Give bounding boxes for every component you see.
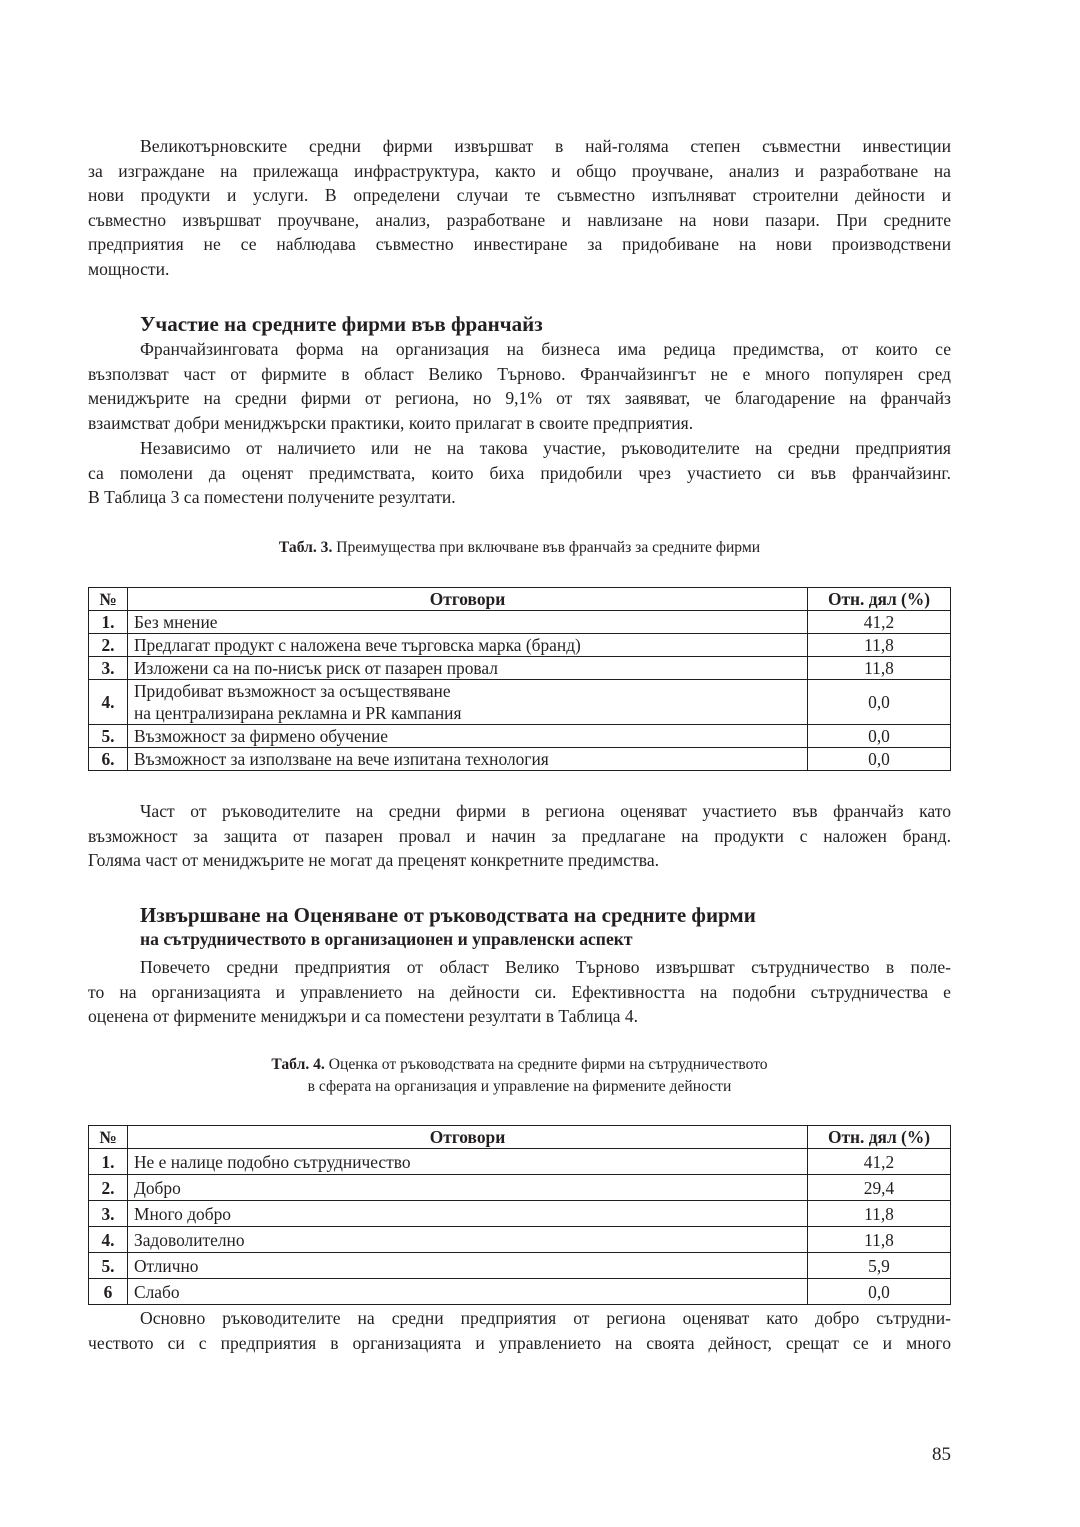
text-line: за изграждане на прилежаща инфраструктура, както и общо проучване, анализ и разработване на [88, 160, 951, 181]
closing-paragraph [88, 1306, 951, 1355]
table-row [89, 1279, 951, 1305]
row-answer: Без мнение [128, 611, 808, 634]
section-heading: Участие на средните фирми във франчайз [140, 312, 543, 336]
table4 [88, 1125, 951, 1305]
text-line: предприятия не се наблюдава съвместно инвестиране за придобиване на нови производствени [88, 234, 951, 255]
row-number: 1. [89, 611, 128, 634]
table-header-row [89, 1126, 951, 1149]
table-row [89, 657, 951, 680]
row-number: 6. [89, 748, 128, 771]
row-number: 4. [89, 1227, 128, 1253]
after-table3-paragraph [88, 799, 951, 873]
row-answer: Отлично [128, 1253, 808, 1279]
caption-label: Табл. 4. [271, 1056, 325, 1073]
text-line: мениджърите на средни фирми от региона, но 9,1% от тях заявяват, че благодарение на франчайз [88, 388, 951, 409]
text-line: В Таблица 3 са поместени получените резултати. [88, 487, 456, 508]
section-evaluation [88, 902, 951, 950]
row-share: 11,8 [808, 634, 951, 657]
table4-caption [88, 1054, 951, 1098]
table-row [89, 1175, 951, 1201]
row-share: 29,4 [808, 1175, 951, 1201]
table-row [89, 1253, 951, 1279]
row-share: 11,8 [808, 1201, 951, 1227]
row-answer-line: на централизирана рекламна и PR кампания [134, 703, 462, 723]
row-answer [128, 680, 808, 725]
row-answer: Не е налице подобно сътрудничество [128, 1149, 808, 1175]
row-number: 6 [89, 1279, 128, 1305]
row-share: 41,2 [808, 611, 951, 634]
row-answer: Много добро [128, 1201, 808, 1227]
table-row [89, 1227, 951, 1253]
row-share: 0,0 [808, 725, 951, 748]
row-share: 41,2 [808, 1149, 951, 1175]
text-line: са помолени да оценят предимствата, които биха придобили чрез участието си във франчайзинг. [88, 462, 951, 483]
text-line: Основно ръководителите на средни предприятия от региона оценяват като добро сътрудни- [140, 1308, 951, 1328]
text-line: Великотърновските средни фирми извършват в най-голяма степен съвместни инвестиции [140, 136, 951, 156]
table-row [89, 1149, 951, 1175]
row-answer: Добро [128, 1175, 808, 1201]
row-share: 11,8 [808, 657, 951, 680]
row-number: 2. [89, 1175, 128, 1201]
text-line: Голяма част от мениджърите не могат да преценят конкретните предимства. [88, 850, 660, 871]
row-answer: Възможност за използване на вече изпитана технология [128, 748, 808, 771]
text-line: Независимо от наличието или не на такова участие, ръководителите на средни предприятия [140, 438, 951, 458]
table-row [89, 725, 951, 748]
column-header-answers: Отговори [128, 588, 808, 611]
table-row [89, 1201, 951, 1227]
section-subheading: на сътрудничеството в организационен и управленски аспект [140, 929, 633, 949]
section-heading: Извършване на Оценяване от ръководствата на средните фирми [140, 903, 756, 927]
row-share: 5,9 [808, 1253, 951, 1279]
row-answer-line: Придобиват възможност за осъществяване [134, 681, 451, 701]
table-header-row [89, 588, 951, 611]
row-number: 3. [89, 657, 128, 680]
row-share: 11,8 [808, 1227, 951, 1253]
row-answer: Задоволително [128, 1227, 808, 1253]
column-header-share: Отн. дял (%) [808, 1126, 951, 1149]
text-line: мощности. [88, 258, 170, 279]
text-line: съвместно извършват проучване, анализ, разработване и навлизане на нови пазари. При средните [88, 209, 951, 230]
text-line: Повечето средни предприятия от област Велико Търново извършват сътрудничество в поле- [140, 957, 951, 977]
franchise-paragraph-1 [88, 337, 951, 435]
row-number: 5. [89, 1253, 128, 1279]
caption-text: Преимущества при включване във франчайз за средните фирми [332, 539, 761, 556]
row-number: 3. [89, 1201, 128, 1227]
row-answer: Предлагат продукт с наложена вече търговска марка (бранд) [128, 634, 808, 657]
intro-paragraph [88, 134, 951, 282]
row-share: 0,0 [808, 748, 951, 771]
text-line: оценена от фирмените мениджъри и са поместени резултати в Таблица 4. [88, 1006, 639, 1027]
row-share: 0,0 [808, 1279, 951, 1305]
table3 [88, 587, 951, 771]
text-line: то на организацията и управлението на дейности си. Ефективността на подобни сътрудничества е [88, 981, 951, 1002]
text-line: възползват част от фирмите в област Велико Търново. Франчайзингът не е много популярен сред [88, 363, 951, 384]
page-number: 85 [932, 1444, 951, 1465]
text-line: Франчайзинговата форма на организация на бизнеса има редица предимства, от които се [140, 339, 951, 359]
row-number: 5. [89, 725, 128, 748]
table-row [89, 634, 951, 657]
text-line: Част от ръководителите на средни фирми в региона оценяват участието във франчайз като [140, 801, 951, 821]
text-line: възможност за защита от пазарен провал и начин за предлагане на продукти с наложен бранд. [88, 825, 951, 846]
text-line: чеството си с предприятия в организацията и управлението на своята дейност, срещат се и много [88, 1332, 951, 1353]
caption-text: Оценка от ръководствата на средните фирми на сътрудничеството [324, 1056, 768, 1073]
row-number: 4. [89, 680, 128, 725]
column-header-share: Отн. дял (%) [808, 588, 951, 611]
column-header-answers: Отговори [128, 1126, 808, 1149]
text-line: нови продукти и услуги. В определени случаи те съвместно изпълняват строителни дейности и [88, 185, 951, 206]
caption-label: Табл. 3. [278, 539, 333, 556]
row-number: 2. [89, 634, 128, 657]
section-franchise [88, 311, 951, 337]
row-answer: Възможност за фирмено обучение [128, 725, 808, 748]
franchise-paragraph-2 [88, 436, 951, 510]
table3-caption [88, 537, 951, 559]
row-answer: Слабо [128, 1279, 808, 1305]
table-row [89, 611, 951, 634]
column-header-num: № [89, 1126, 128, 1149]
row-answer: Изложени са на по-нисък риск от пазарен провал [128, 657, 808, 680]
evaluation-paragraph [88, 955, 951, 1029]
table-row [89, 680, 951, 725]
caption-text-line2: в сферата на организация и управление на фирмените дейности [307, 1078, 732, 1095]
text-line: взаимстват добри мениджърски практики, които прилагат в своите предприятия. [88, 412, 694, 433]
table-row [89, 748, 951, 771]
column-header-num: № [89, 588, 128, 611]
row-share: 0,0 [808, 680, 951, 725]
row-number: 1. [89, 1149, 128, 1175]
